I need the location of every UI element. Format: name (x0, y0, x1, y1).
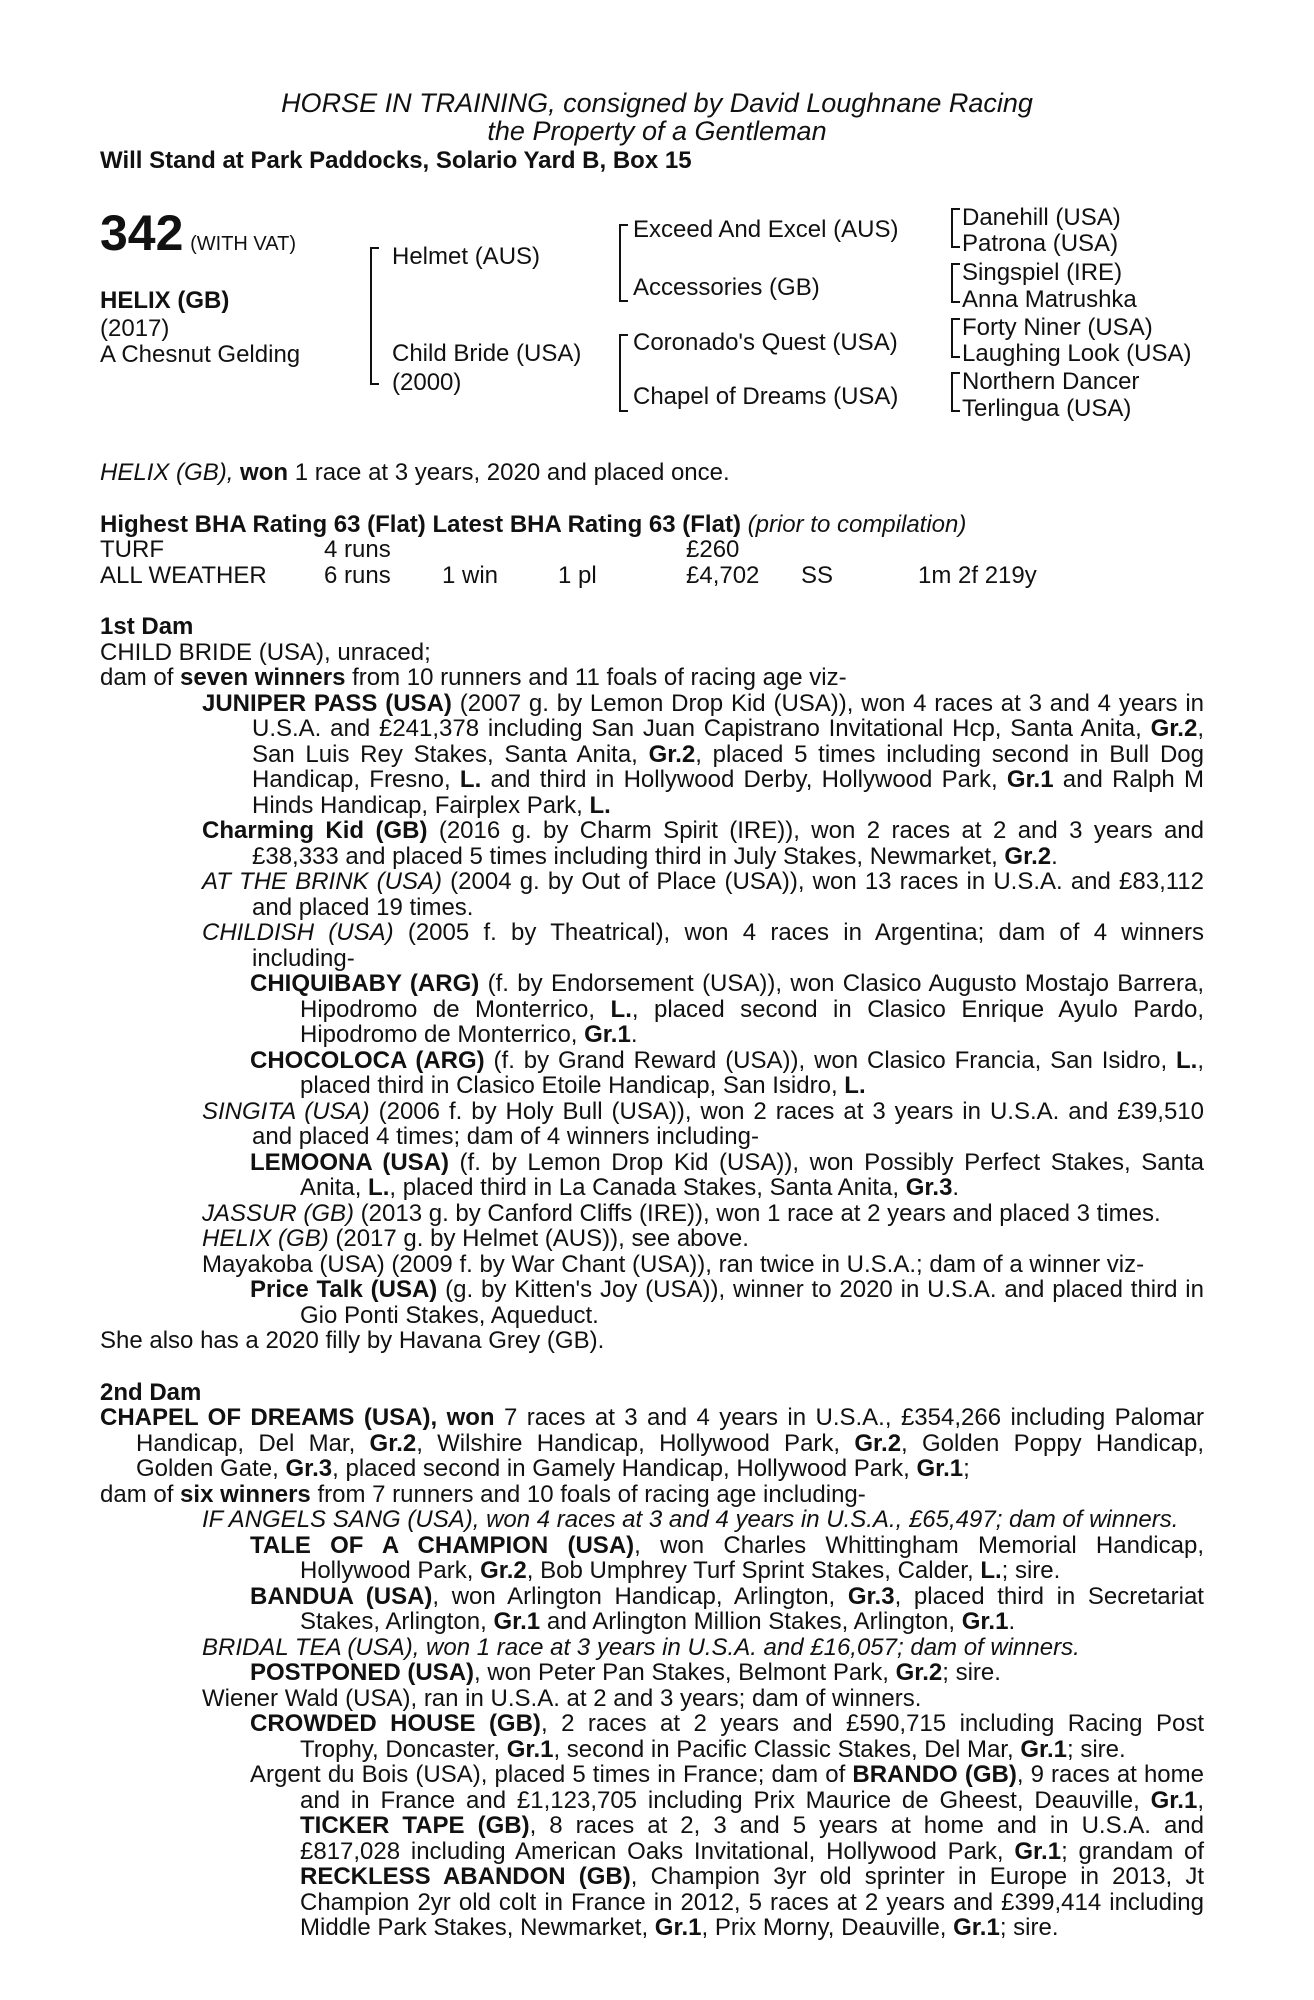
table-row: ALL WEATHER 6 runs 1 win 1 pl £4,702 SS 1m 2f 219y (100, 561, 1037, 589)
list-item: POSTPONED (USA), won Peter Pan Stakes, Belmont Park, Gr.2; sire. (250, 1659, 1001, 1686)
bha-rating: Highest BHA Rating 63 (Flat) Latest BHA Rating 63 (Flat) (prior to compilation) (100, 510, 967, 538)
list-item: Mayakoba (USA) (2009 f. by War Chant (USA)), ran twice in U.S.A.; dam of a winner viz- (202, 1250, 1145, 1278)
second-dam-record: CHAPEL OF DREAMS (USA), won 7 races at 3 and 4 years in U.S.A., £354,266 including Palomar Handicap, Del Mar, Gr.2, Wilshire Handicap, Hollywood Park, Gr.2, Golden Poppy Handicap, Golden Gate, Gr.3, placed second in Gamely Handicap, Hollywood Park, Gr.1; (100, 1404, 1204, 1482)
race-record-table (100, 537, 1037, 588)
filly-note: She also has a 2020 filly by Havana Grey (GB). (100, 1327, 605, 1354)
catalogue-content (100, 460, 1204, 1941)
list-item: Price Talk (USA) (g. by Kitten's Joy (USA)), winner to 2020 in U.S.A. and placed third in Gio Ponti Stakes, Aqueduct. (250, 1276, 1204, 1329)
list-item: JASSUR (GB) (2013 g. by Canford Cliffs (IRE)), won 1 race at 2 years and placed 3 times. (202, 1199, 1161, 1227)
lot-block (100, 205, 297, 261)
pedigree-bracket-3a (951, 208, 953, 248)
stand-location: Will Stand at Park Paddocks, Solario Yard B, Box 15 (100, 147, 692, 174)
second-dam-produce: dam of six winners from 7 runners and 10 foals of racing age including- (100, 1480, 866, 1508)
list-item: BRIDAL TEA (USA), won 1 race at 3 years in U.S.A. and £16,057; dam of winners. (202, 1633, 1080, 1661)
pedigree-dsd: Laughing Look (USA) (962, 340, 1192, 367)
pedigree-dss: Forty Niner (USA) (962, 314, 1153, 341)
list-item: HELIX (GB) (2017 g. by Helmet (AUS)), see above. (202, 1225, 749, 1252)
pedigree-bracket-3c (951, 318, 953, 358)
header-property: the Property of a Gentleman (487, 116, 827, 146)
first-dam-intro: CHILD BRIDE (USA), unraced; (100, 638, 431, 666)
horse-year: (2017) (100, 315, 170, 342)
pedigree-sds: Singspiel (IRE) (962, 259, 1123, 286)
pedigree-ddd: Terlingua (USA) (962, 395, 1132, 422)
first-dam-heading: 1st Dam (100, 613, 194, 640)
second-dam-heading: 2nd Dam (100, 1378, 202, 1406)
list-item: CHOCOLOCA (ARG) (f. by Grand Reward (USA)), won Clasico Francia, San Isidro, L., placed third in Clasico Etoile Handicap, San Isidro, L. (250, 1046, 1205, 1099)
pedigree-bracket-gen1 (370, 247, 372, 385)
pedigree-sss: Danehill (USA) (962, 204, 1121, 231)
pedigree-dam-dam: Chapel of Dreams (USA) (633, 383, 899, 410)
pedigree-sire-sire: Exceed And Excel (AUS) (633, 216, 899, 243)
table-row: TURF 4 runs £260 (100, 536, 740, 563)
pedigree-ssd: Patrona (USA) (962, 230, 1119, 257)
horse-name: HELIX (GB) (100, 287, 230, 314)
list-item: JUNIPER PASS (USA) (2007 g. by Lemon Drop Kid (USA)), won 4 races at 3 and 4 years in U.S.A. and £241,378 including San Juan Capistrano Invitational Hcp, Santa Anita, Gr.2, San Luis Rey Stakes, Santa Anita, Gr.2, placed 5 times including second in Bull Dog Handicap, Fresno, L. and third in Hollywood Derby, Hollywood Park, Gr.1 and Ralph M Hinds Handicap, Fairplex Park, L. (202, 689, 1205, 819)
pedigree-bracket-3d (951, 372, 953, 412)
pedigree-sire: Helmet (AUS) (392, 243, 541, 270)
list-item: CHILDISH (USA) (2005 f. by Theatrical), won 4 races in Argentina; dam of 4 winners including- (202, 919, 1204, 972)
pedigree-dam-year: (2000) (392, 369, 462, 396)
list-item: AT THE BRINK (USA) (2004 g. by Out of Place (USA)), won 13 races in U.S.A. and £83,112 and placed 19 times. (202, 868, 1205, 921)
list-item: BANDUA (USA), won Arlington Handicap, Arlington, Gr.3, placed third in Secretariat Stakes, Arlington, Gr.1 and Arlington Million Stakes, Arlington, Gr.1. (250, 1582, 1204, 1635)
pedigree-sire-dam: Accessories (GB) (633, 274, 820, 301)
pedigree-dam-sire: Coronado's Quest (USA) (633, 329, 898, 356)
list-item: CROWDED HOUSE (GB), 2 races at 2 years and £590,715 including Racing Post Trophy, Doncaster, Gr.1, second in Pacific Classic Stakes, Del Mar, Gr.1; sire. (250, 1710, 1205, 1763)
list-item: Charming Kid (GB) (2016 g. by Charm Spirit (IRE)), won 2 races at 2 and 3 years and £38,333 and placed 5 times including third in July Stakes, Newmarket, Gr.2. (202, 817, 1205, 870)
first-dam-produce: dam of seven winners from 10 runners and 11 foals of racing age viz- (100, 664, 847, 691)
lot-number: 342 (100, 205, 184, 261)
horse-description: A Chesnut Gelding (100, 341, 301, 368)
list-item: Wiener Wald (USA), ran in U.S.A. at 2 and 3 years; dam of winners. (202, 1684, 922, 1712)
list-item: Argent du Bois (USA), placed 5 times in France; dam of BRANDO (GB), 9 races at home and in France and £1,123,705 including Prix Maurice de Gheest, Deauville, Gr.1, TICKER TAPE (GB), 8 races at 2, 3 and 5 years at home and in U.S.A. and £817,028 including American Oaks Invitational, Hollywood Park, Gr.1; grandam of RECKLESS ABANDON (GB), Champion 3yr old sprinter in Europe in 2013, Jt Champion 2yr old colt in France in 2012, 5 races at 2 years and £399,414 including Middle Park Stakes, Newmarket, Gr.1, Prix Morny, Deauville, Gr.1; sire. (250, 1761, 1205, 1941)
pedigree-bracket-dam (619, 334, 621, 412)
list-item: LEMOONA (USA) (f. by Lemon Drop Kid (USA)), won Possibly Perfect Stakes, Santa Anita, L., placed third in La Canada Stakes, Santa Anita, Gr.3. (250, 1148, 1204, 1201)
pedigree-sdd: Anna Matrushka (962, 286, 1137, 313)
list-item: TALE OF A CHAMPION (USA), won Charles Whittingham Memorial Handicap, Hollywood Park, Gr.2, Bob Umphrey Turf Sprint Stakes, Calder, L.; sire. (250, 1531, 1204, 1584)
list-item: SINGITA (USA) (2006 f. by Holy Bull (USA)), won 2 races at 3 years in U.S.A. and £39,510 and placed 4 times; dam of 4 winners including- (202, 1097, 1205, 1150)
vat-label: (WITH VAT) (190, 233, 297, 255)
list-item: CHIQUIBABY (ARG) (f. by Endorsement (USA)), won Clasico Augusto Mostajo Barrera, Hipodromo de Monterrico, L., placed second in Clasico Enrique Ayulo Pardo, Hipodromo de Monterrico, Gr.1. (250, 970, 1204, 1048)
pedigree-dam: Child Bride (USA) (392, 340, 582, 367)
race-summary: HELIX (GB), won 1 race at 3 years, 2020 and placed once. (100, 459, 730, 486)
pedigree-dds: Northern Dancer (962, 368, 1140, 395)
pedigree-bracket-3b (951, 263, 953, 303)
list-item: IF ANGELS SANG (USA), won 4 races at 3 and 4 years in U.S.A., £65,497; dam of winners. (202, 1506, 1179, 1533)
header-consignor: HORSE IN TRAINING, consigned by David Loughnane Racing (281, 88, 1033, 118)
pedigree-bracket-sire (619, 224, 621, 302)
